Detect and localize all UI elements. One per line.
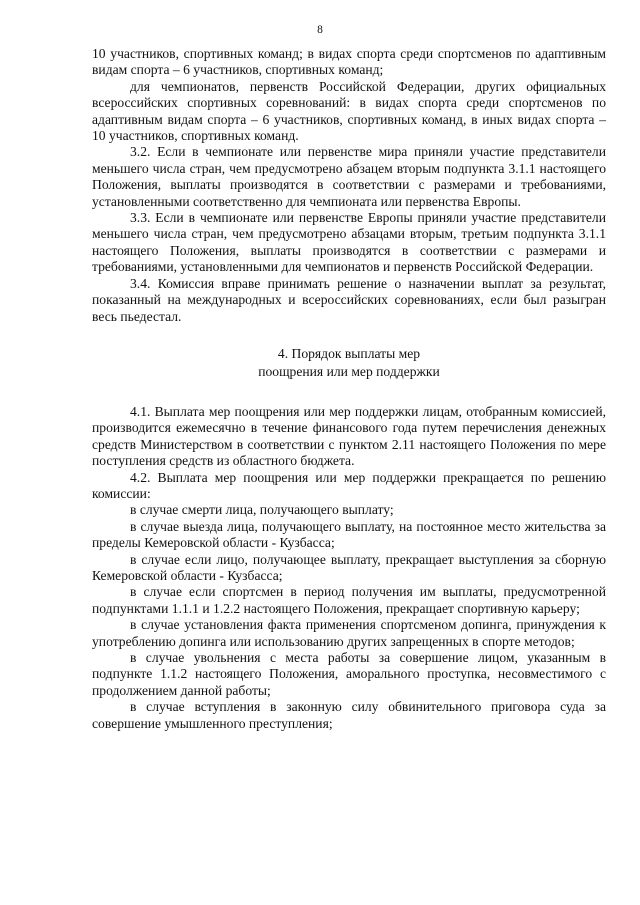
paragraph: 3.3. Если в чемпионате или первенстве Европы приняли участие представители меньшего числа стран, чем предусмотрено абзацами вторым, третьим подпункта 3.1.1 настоящего Положения, выплаты производятся в соответствии с размерами и требованиями, установленными для чемпионатов и первенств Российской Федерации. bbox=[92, 210, 606, 275]
paragraph: для чемпионатов, первенств Российской Федерации, других официальных всероссийских спортивных соревнований: в видах спорта среди спортсменов по адаптивным видам спорта – 6 участников, спортивных команд, в иных видах спорта – 10 участников, спортивных команд. bbox=[92, 78, 606, 144]
section-heading bbox=[92, 345, 606, 381]
paragraph: в случае установления факта применения спортсменом допинга, принуждения к употреблению допинга или использованию других запрещенных в спорте методов; bbox=[92, 617, 606, 649]
page-number: 8 bbox=[317, 24, 323, 36]
paragraph: в случае смерти лица, получающего выплату; bbox=[130, 502, 394, 518]
paragraph: 10 участников, спортивных команд; в видах спорта среди спортсменов по адаптивным видам спорта – 6 участников, спортивных команд; bbox=[92, 46, 606, 78]
paragraph: в случае выезда лица, получающего выплату, на постоянное место жительства за пределы Кемеровской области - Кузбасса; bbox=[92, 518, 606, 551]
paragraph: в случае увольнения с места работы за совершение лицом, указанным в подпункте 1.1.2 настоящего Положения, аморального проступка, несовместимого с продолжением данной работы; bbox=[92, 650, 606, 698]
section-heading-line-1: 4. Порядок выплаты мер bbox=[277, 345, 421, 361]
section-3-continuation bbox=[92, 46, 606, 325]
section-heading-line-2: поощрения или мер поддержки bbox=[258, 363, 440, 379]
paragraph: в случае если спортсмен в период получения им выплаты, предусмотренной подпунктами 1.1.1 и 1.2.2 настоящего Положения, прекращает спортивную карьеру; bbox=[92, 584, 606, 616]
paragraph: 4.2. Выплата мер поощрения или мер поддержки прекращается по решению комиссии: bbox=[92, 469, 606, 501]
section-4-body bbox=[92, 404, 606, 732]
paragraph: в случае вступления в законную силу обвинительного приговора суда за совершение умышленного преступления; bbox=[92, 699, 606, 731]
paragraph: в случае если лицо, получающее выплату, прекращает выступления за сборную Кемеровской области - Кузбасса; bbox=[92, 551, 606, 583]
document-body bbox=[92, 46, 606, 732]
paragraph: 3.2. Если в чемпионате или первенстве мира приняли участие представители меньшего числа стран, чем предусмотрено абзацем вторым подпункта 3.1.1 настоящего Положения, выплаты производятся в соответствии с размерами и требованиями, установленными соответственно для чемпионата или первенства Европы. bbox=[92, 144, 606, 209]
paragraph: 3.4. Комиссия вправе принимать решение о назначении выплат за результат, показанный на международных и всероссийских соревнованиях, если был разыгран весь пьедестал. bbox=[92, 275, 606, 324]
paragraph: 4.1. Выплата мер поощрения или мер поддержки лицам, отобранным комиссией, производится ежемесячно в течение финансового года путем перечисления денежных средств Министерством в соответствии с пунктом 2.11 настоящего Положения по мере поступления средств из областного бюджета. bbox=[92, 403, 606, 469]
